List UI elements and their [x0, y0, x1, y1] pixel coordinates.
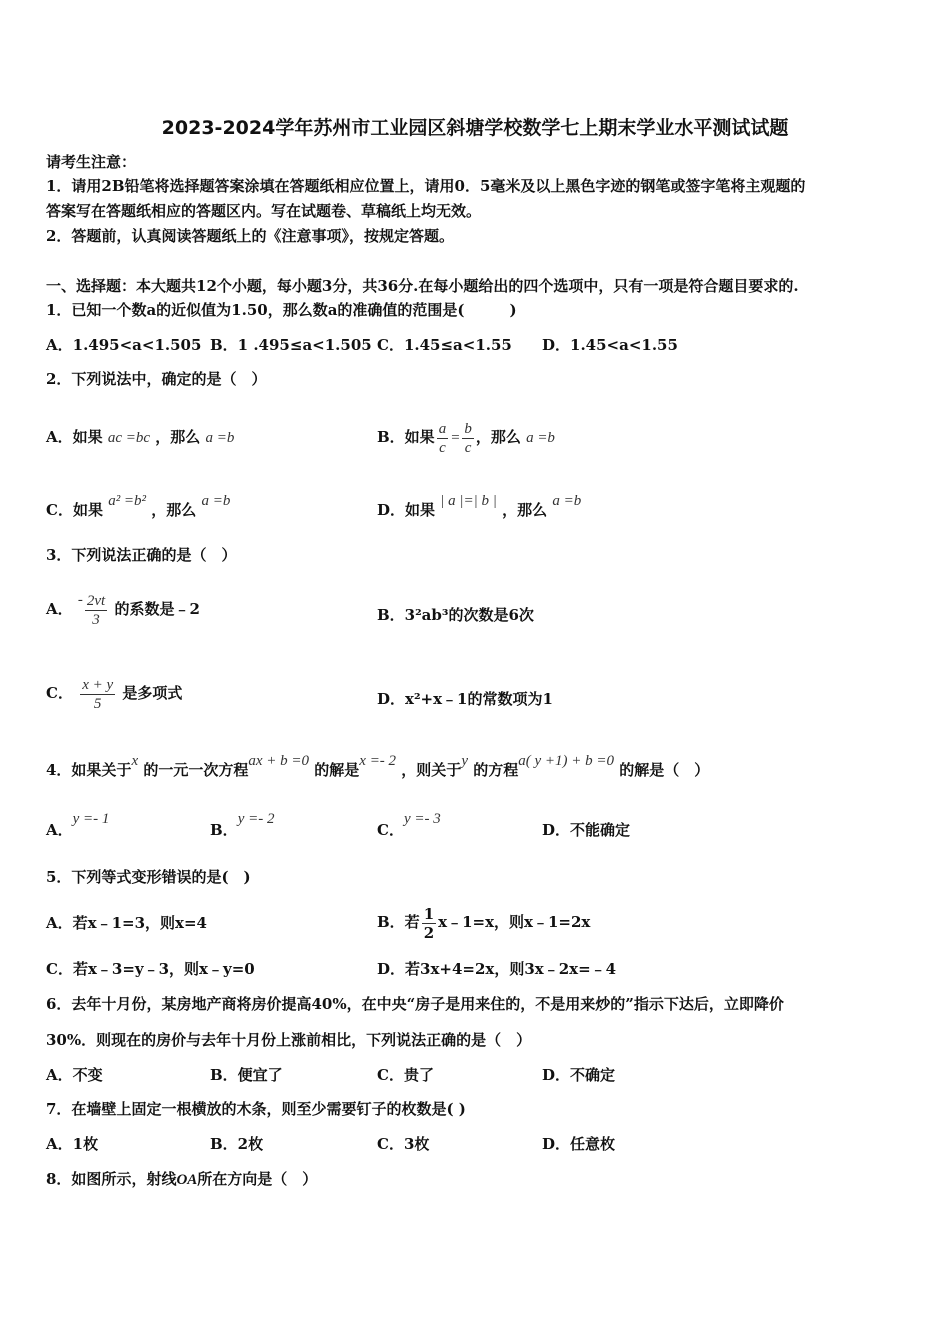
q3-a-minus: -: [77, 592, 83, 608]
q2-a-middle: ，那么: [155, 428, 201, 446]
q6-option-c: C．贵了: [377, 1066, 434, 1084]
q2-d-math-1: | a |=| b |: [440, 493, 497, 509]
notice-header: 请考生注意：: [46, 153, 137, 171]
q3-c-suffix: 是多项式: [122, 684, 183, 702]
q6-option-b: B．便宜了: [210, 1066, 283, 1084]
notice-line-1: 1．请用2B铅笔将选择题答案涂填在答题纸相应位置上，请用0．5毫米及以上黑色字迹的钢笔或签字笔将主观题的: [46, 177, 806, 195]
q4-option-c: [377, 811, 441, 841]
q2-b-prefix: B．如果: [377, 428, 435, 446]
q5-option-b: [377, 893, 590, 951]
q4-text-4: ，则关于: [401, 761, 462, 779]
q2-a-math-1: ac =bc: [107, 430, 151, 446]
q4-a-prefix: A．: [46, 821, 73, 839]
q2-c-middle: ，那么: [151, 501, 197, 519]
q3-option-b: B．3²ab³的次数是6次: [377, 606, 534, 624]
q2-b-denominator-2: c: [464, 439, 472, 456]
q7-option-d: D．任意枚: [542, 1135, 616, 1153]
q5-b-suffix: x﹣1=x，则x﹣1=2x: [438, 913, 591, 931]
question-3-stem: 3．下列说法正确的是（ ）: [46, 546, 237, 564]
q1-option-b: B．1 .495≤a<1.505: [210, 336, 372, 354]
question-7-stem: 7．在墙壁上固定一根横放的木条，则至少需要钉子的枚数是( ): [46, 1100, 466, 1118]
q3-a-numerator: 2vt: [86, 592, 106, 609]
q2-c-math-1: a² =b²: [108, 493, 147, 509]
q7-option-c: C．3枚: [377, 1135, 430, 1153]
q4-c-prefix: C．: [377, 821, 404, 839]
q7-option-b: B．2枚: [210, 1135, 264, 1153]
q4-c-math: y =- 3: [403, 811, 441, 827]
q1-option-a: A．1.495<a<1.505: [46, 336, 202, 354]
q4-b-math: y =- 2: [237, 811, 275, 827]
q3-c-fraction: [80, 676, 115, 713]
q2-b-numerator-1: a: [438, 420, 447, 437]
q3-a-suffix: 的系数是﹣2: [114, 600, 200, 618]
q3-c-numerator: x + y: [82, 676, 114, 693]
q4-math-3: x =- 2: [359, 753, 397, 769]
q8-math-1: OA: [176, 1172, 198, 1188]
q2-b-fraction-2: [462, 420, 474, 457]
notice-line-2: 答案写在答题纸相应的答题区内。写在试题卷、草稿纸上均无效。: [46, 202, 482, 220]
q5-b-denominator: 2: [423, 923, 435, 942]
q2-d-prefix: D．如果: [377, 501, 436, 519]
q4-text-2: 的一元一次方程: [143, 761, 249, 779]
q2-option-b: [377, 408, 555, 467]
q2-c-prefix: C．如果: [46, 501, 103, 519]
q2-b-math-2: a =b: [526, 430, 555, 446]
q3-c-prefix: C．: [46, 684, 73, 702]
q4-b-prefix: B．: [210, 821, 238, 839]
q4-math-5: a( y +1) + b =0: [518, 753, 614, 769]
q6-option-d: D．不确定: [542, 1066, 616, 1084]
q1-option-d: D．1.45<a<1.55: [542, 336, 678, 354]
q4-option-b: [210, 811, 275, 841]
question-1-stem: 1．已知一个数a的近似值为1.50，那么数a的准确值的范围是( ): [46, 301, 517, 319]
q4-option-a: [46, 811, 110, 841]
q2-b-denominator-1: c: [439, 439, 446, 456]
q2-option-a: [46, 427, 234, 448]
q2-option-d: [377, 493, 582, 521]
page-title: 2023-2024学年苏州市工业园区斜塘学校数学七上期末学业水平测试试题: [161, 117, 789, 139]
q4-text-1: 4．如果关于: [46, 761, 132, 779]
q8-text-1: 8．如图所示，射线: [46, 1170, 177, 1188]
q2-c-math-2: a =b: [201, 493, 231, 509]
q2-option-c: [46, 493, 231, 521]
q3-a-prefix: A．: [46, 600, 73, 618]
q3-a-denominator: 3: [92, 611, 100, 628]
q4-math-1: x: [131, 753, 139, 769]
q3-option-c: [46, 664, 182, 722]
q4-text-5: 的方程: [473, 761, 519, 779]
question-8-stem: [46, 1169, 317, 1190]
q4-option-d: D．不能确定: [542, 821, 631, 839]
q6-option-a: A．不变: [46, 1066, 103, 1084]
q8-text-2: 所在方向是（ ）: [197, 1170, 318, 1188]
q2-d-middle: ，那么: [502, 501, 548, 519]
question-5-stem: 5．下列等式变形错误的是( ): [46, 868, 251, 886]
q2-b-equals: =: [450, 430, 461, 446]
q3-option-d: D．x²+x﹣1的常数项为1: [377, 690, 553, 708]
q5-b-numerator: 1: [423, 904, 435, 923]
question-2-stem: 2．下列说法中，确定的是（ ）: [46, 370, 267, 388]
q2-a-prefix: A．如果: [46, 428, 103, 446]
question-6-line-1: 6．去年十月份，某房地产商将房价提高40%，在中央“房子是用来住的，不是用来炒的”指示下达后，立即降价: [46, 995, 784, 1013]
q5-b-prefix: B．若: [377, 913, 420, 931]
q5-option-c: C．若x﹣3=y﹣3，则x﹣y=0: [46, 960, 255, 978]
q5-b-fraction: [422, 905, 436, 942]
q4-text-3: 的解是: [314, 761, 360, 779]
question-6-line-2: 30%．则现在的房价与去年十月份上涨前相比，下列说法正确的是（ ）: [46, 1031, 532, 1049]
q3-a-fraction: [85, 592, 107, 629]
q1-option-c: C．1.45≤a<1.55: [377, 336, 512, 354]
q5-option-d: D．若3x+4=2x，则3x﹣2x=﹣4: [377, 960, 617, 978]
q4-math-2: ax + b =0: [248, 753, 310, 769]
q5-option-a: A．若x﹣1=3，则x=4: [46, 914, 207, 932]
q4-text-6: 的解是（ ）: [619, 761, 710, 779]
q2-a-math-2: a =b: [205, 430, 235, 446]
q4-a-math: y =- 1: [72, 811, 110, 827]
q2-b-middle: ，那么: [475, 428, 521, 446]
notice-line-3: 2．答题前，认真阅读答题纸上的《注意事项》，按规定答题。: [46, 227, 454, 245]
question-4-stem: [46, 753, 710, 781]
q7-option-a: A．1枚: [46, 1135, 99, 1153]
q2-d-math-2: a =b: [552, 493, 582, 509]
q4-math-4: y: [461, 753, 468, 769]
section-heading: 一、选择题：本大题共12个小题，每小题3分，共36分.在每小题给出的四个选项中，只有一项是符合题目要求的.: [46, 277, 799, 295]
q3-c-denominator: 5: [93, 695, 102, 712]
q3-option-a: [46, 580, 200, 639]
q2-b-fraction-1: [437, 420, 449, 457]
q2-b-numerator-2: b: [464, 420, 472, 437]
